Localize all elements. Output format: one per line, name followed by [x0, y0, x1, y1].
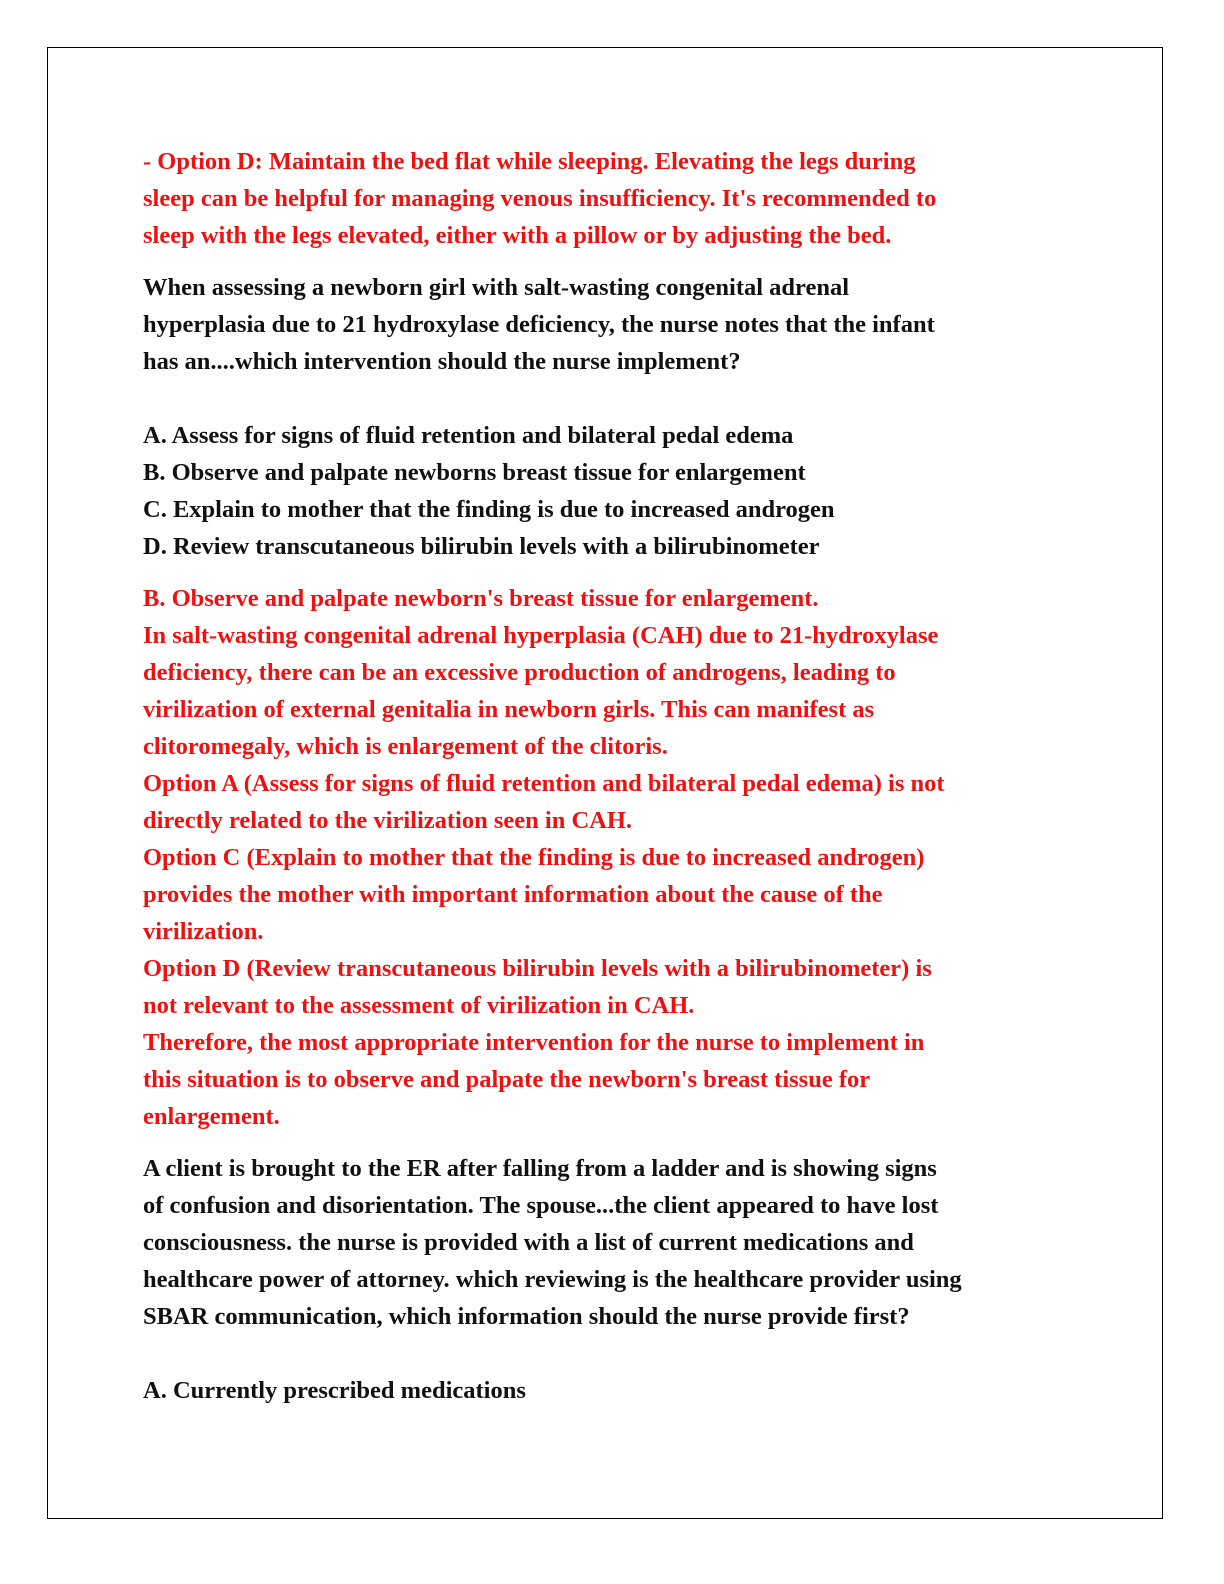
answer-line: directly related to the virilization seen in CAH. — [143, 807, 633, 834]
question-cah-answer — [143, 580, 1103, 1135]
option-b: B. Observe and palpate newborns breast tissue for enlargement — [143, 459, 806, 486]
question-line: has an....which intervention should the nurse implement? — [143, 348, 741, 375]
answer-line: Option C (Explain to mother that the finding is due to increased androgen) — [143, 844, 925, 871]
question-line: consciousness. the nurse is provided with a list of current medications and — [143, 1229, 914, 1256]
answer-line: Therefore, the most appropriate intervention for the nurse to implement in — [143, 1029, 925, 1056]
question-cah-stem — [143, 269, 1103, 380]
answer-line: not relevant to the assessment of virilization in CAH. — [143, 992, 695, 1019]
answer-line: virilization. — [143, 918, 264, 945]
answer-line: Option A (Assess for signs of fluid retention and bilateral pedal edema) is not — [143, 770, 945, 797]
document-body — [143, 143, 1103, 1409]
answer-line: virilization of external genitalia in newborn girls. This can manifest as — [143, 696, 875, 723]
answer-line: In salt-wasting congenital adrenal hyperplasia (CAH) due to 21-hydroxylase — [143, 622, 939, 649]
option-a: A. Currently prescribed medications — [143, 1377, 526, 1404]
previous-rationale — [143, 143, 1103, 254]
answer-line: B. Observe and palpate newborn's breast tissue for enlargement. — [143, 585, 819, 612]
question-line: SBAR communication, which information should the nurse provide first? — [143, 1303, 910, 1330]
question-line: When assessing a newborn girl with salt-wasting congenital adrenal — [143, 274, 850, 301]
question-line: healthcare power of attorney. which reviewing is the healthcare provider using — [143, 1266, 962, 1293]
question-line: A client is brought to the ER after falling from a ladder and is showing signs — [143, 1155, 937, 1182]
rationale-line: sleep can be helpful for managing venous insufficiency. It's recommended to — [143, 185, 937, 212]
question-line: of confusion and disorientation. The spouse...the client appeared to have lost — [143, 1192, 939, 1219]
rationale-line: sleep with the legs elevated, either with a pillow or by adjusting the bed. — [143, 222, 892, 249]
question-line: hyperplasia due to 21 hydroxylase deficiency, the nurse notes that the infant — [143, 311, 935, 338]
question-cah-options — [143, 417, 1103, 565]
option-c: C. Explain to mother that the finding is due to increased androgen — [143, 496, 835, 523]
answer-line: clitoromegaly, which is enlargement of the clitoris. — [143, 733, 668, 760]
option-a: A. Assess for signs of fluid retention and bilateral pedal edema — [143, 422, 794, 449]
answer-line: Option D (Review transcutaneous bilirubin levels with a bilirubinometer) is — [143, 955, 932, 982]
rationale-line: - Option D: Maintain the bed flat while sleeping. Elevating the legs during — [143, 148, 916, 175]
answer-line: provides the mother with important information about the cause of the — [143, 881, 883, 908]
answer-line: enlargement. — [143, 1103, 280, 1130]
answer-line: this situation is to observe and palpate the newborn's breast tissue for — [143, 1066, 871, 1093]
question-sbar-stem — [143, 1150, 1103, 1335]
answer-line: deficiency, there can be an excessive production of androgens, leading to — [143, 659, 896, 686]
option-d: D. Review transcutaneous bilirubin levels with a bilirubinometer — [143, 533, 820, 560]
question-sbar-options — [143, 1372, 1103, 1409]
